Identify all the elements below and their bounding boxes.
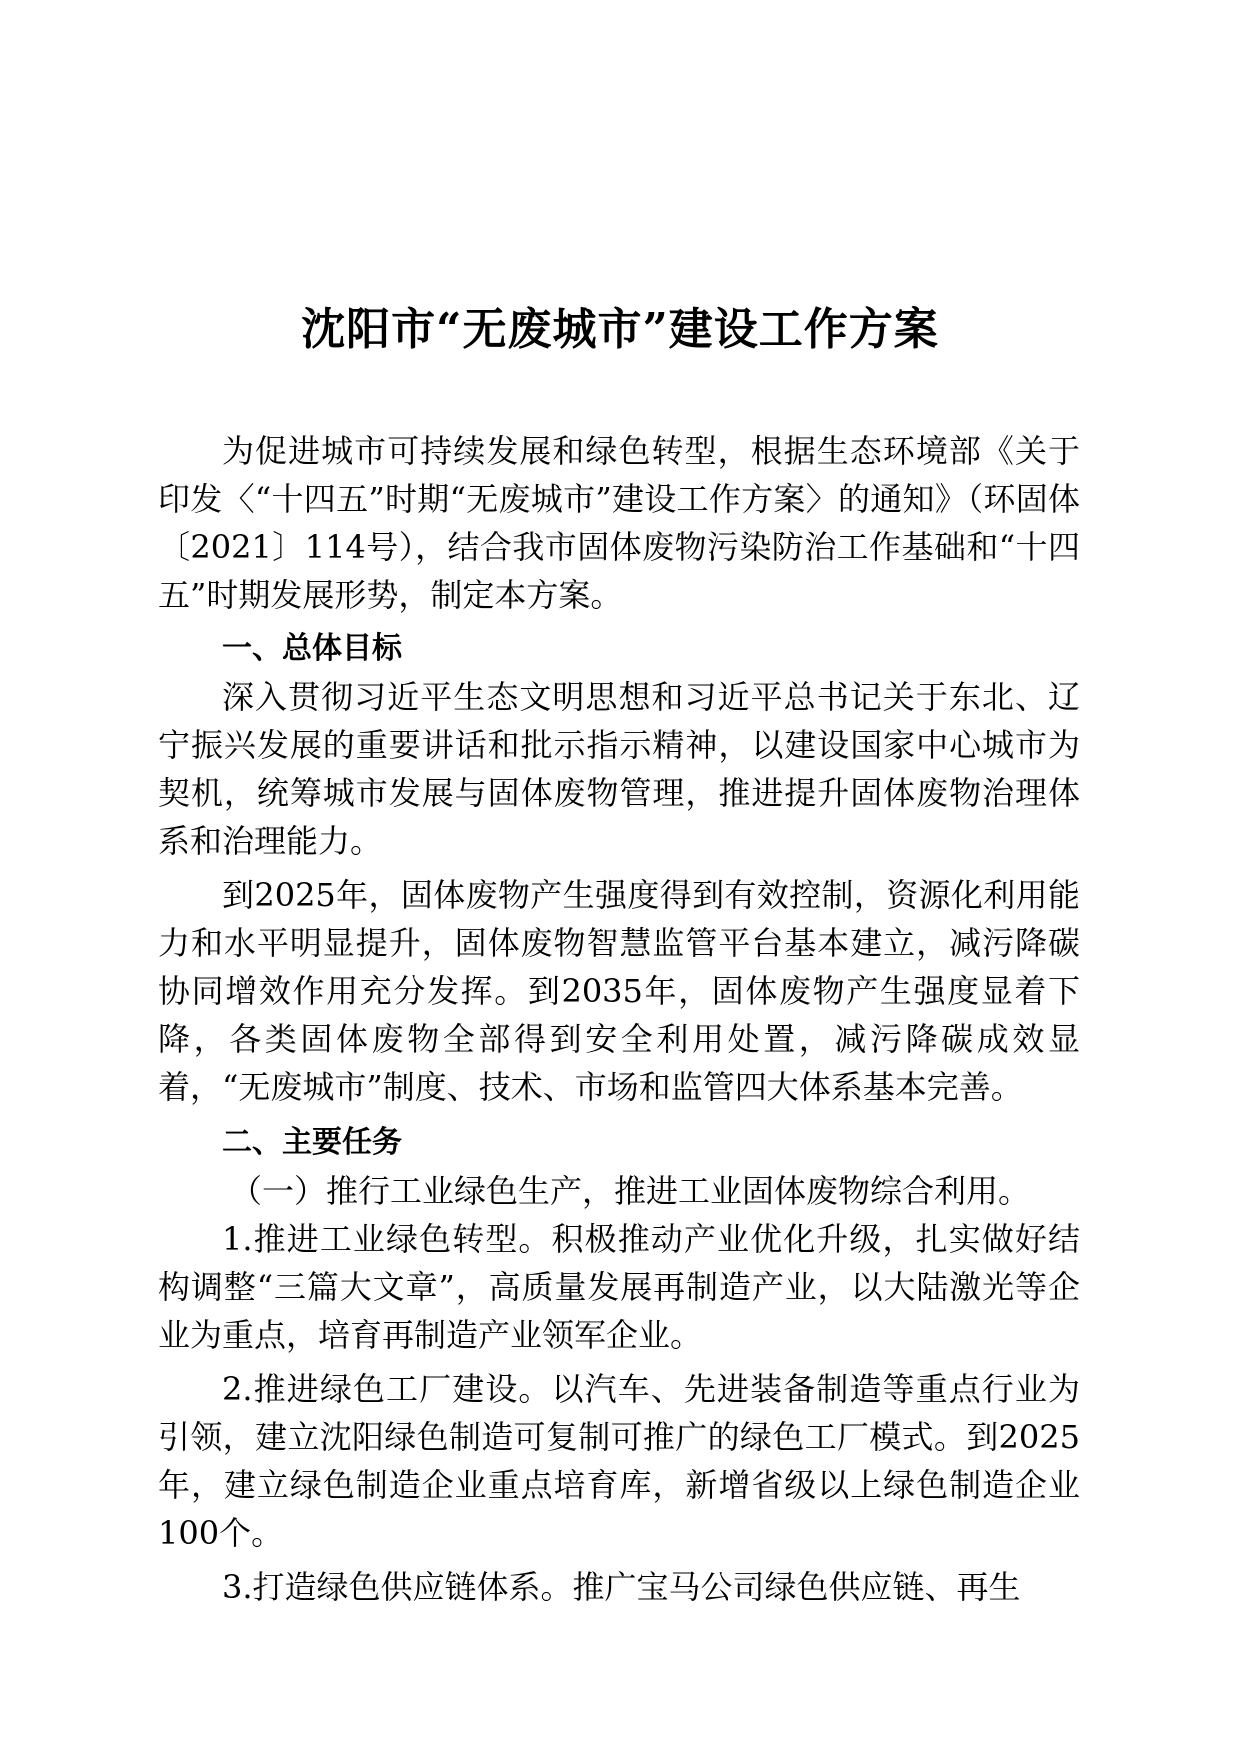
body-paragraph: 1.推进工业绿色转型。积极推动产业优化升级，扎实做好结构调整“三篇大文章”，高质量发展再制造产业，以大陆激光等企业为重点，培育再制造产业领军企业。 [158,1220,1080,1354]
body-paragraph: 到2025年，固体废物产生强度得到有效控制，资源化利用能力和水平明显提升，固体废物智慧监管平台基本建立，减污降碳协同增效作用充分发挥。到2035年，固体废物产生强度显着下降，各类固体废物全部得到安全利用处置，减污降碳成效显着，“无废城市”制度、技术、市场和监管四大体系基本完善。 [158,876,1080,1106]
section-heading-main-tasks: 二、主要任务 [222,1125,402,1160]
intro-paragraph: 为促进城市可持续发展和绿色转型，根据生态环境部《关于印发〈“十四五”时期“无废城市”建设工作方案〉的通知》（环固体〔2021〕114号），结合我市固体废物污染防治工作基础和“十四五”时期发展形势，制定本方案。 [158,432,1080,614]
body-paragraph: 3.打造绿色供应链体系。推广宝马公司绿色供应链、再生 [222,1568,1021,1606]
body-paragraph: 深入贯彻习近平生态文明思想和习近平总书记关于东北、辽宁振兴发展的重要讲话和批示指示精神，以建设国家中心城市为契机，统筹城市发展与固体废物管理，推进提升固体废物治理体系和治理能力。 [158,678,1080,860]
section-heading-overall-goal: 一、总体目标 [222,631,402,666]
body-paragraph: 2.推进绿色工厂建设。以汽车、先进装备制造等重点行业为引领，建立沈阳绿色制造可复制可推广的绿色工厂模式。到2025年，建立绿色制造企业重点培育库，新增省级以上绿色制造企业100个。 [158,1370,1080,1552]
subsection-heading: （一）推行工业绿色生产，推进工业固体废物综合利用。 [230,1172,1031,1210]
document-body [158,427,1080,1611]
document-title: 沈阳市“无废城市”建设工作方案 [301,304,939,355]
